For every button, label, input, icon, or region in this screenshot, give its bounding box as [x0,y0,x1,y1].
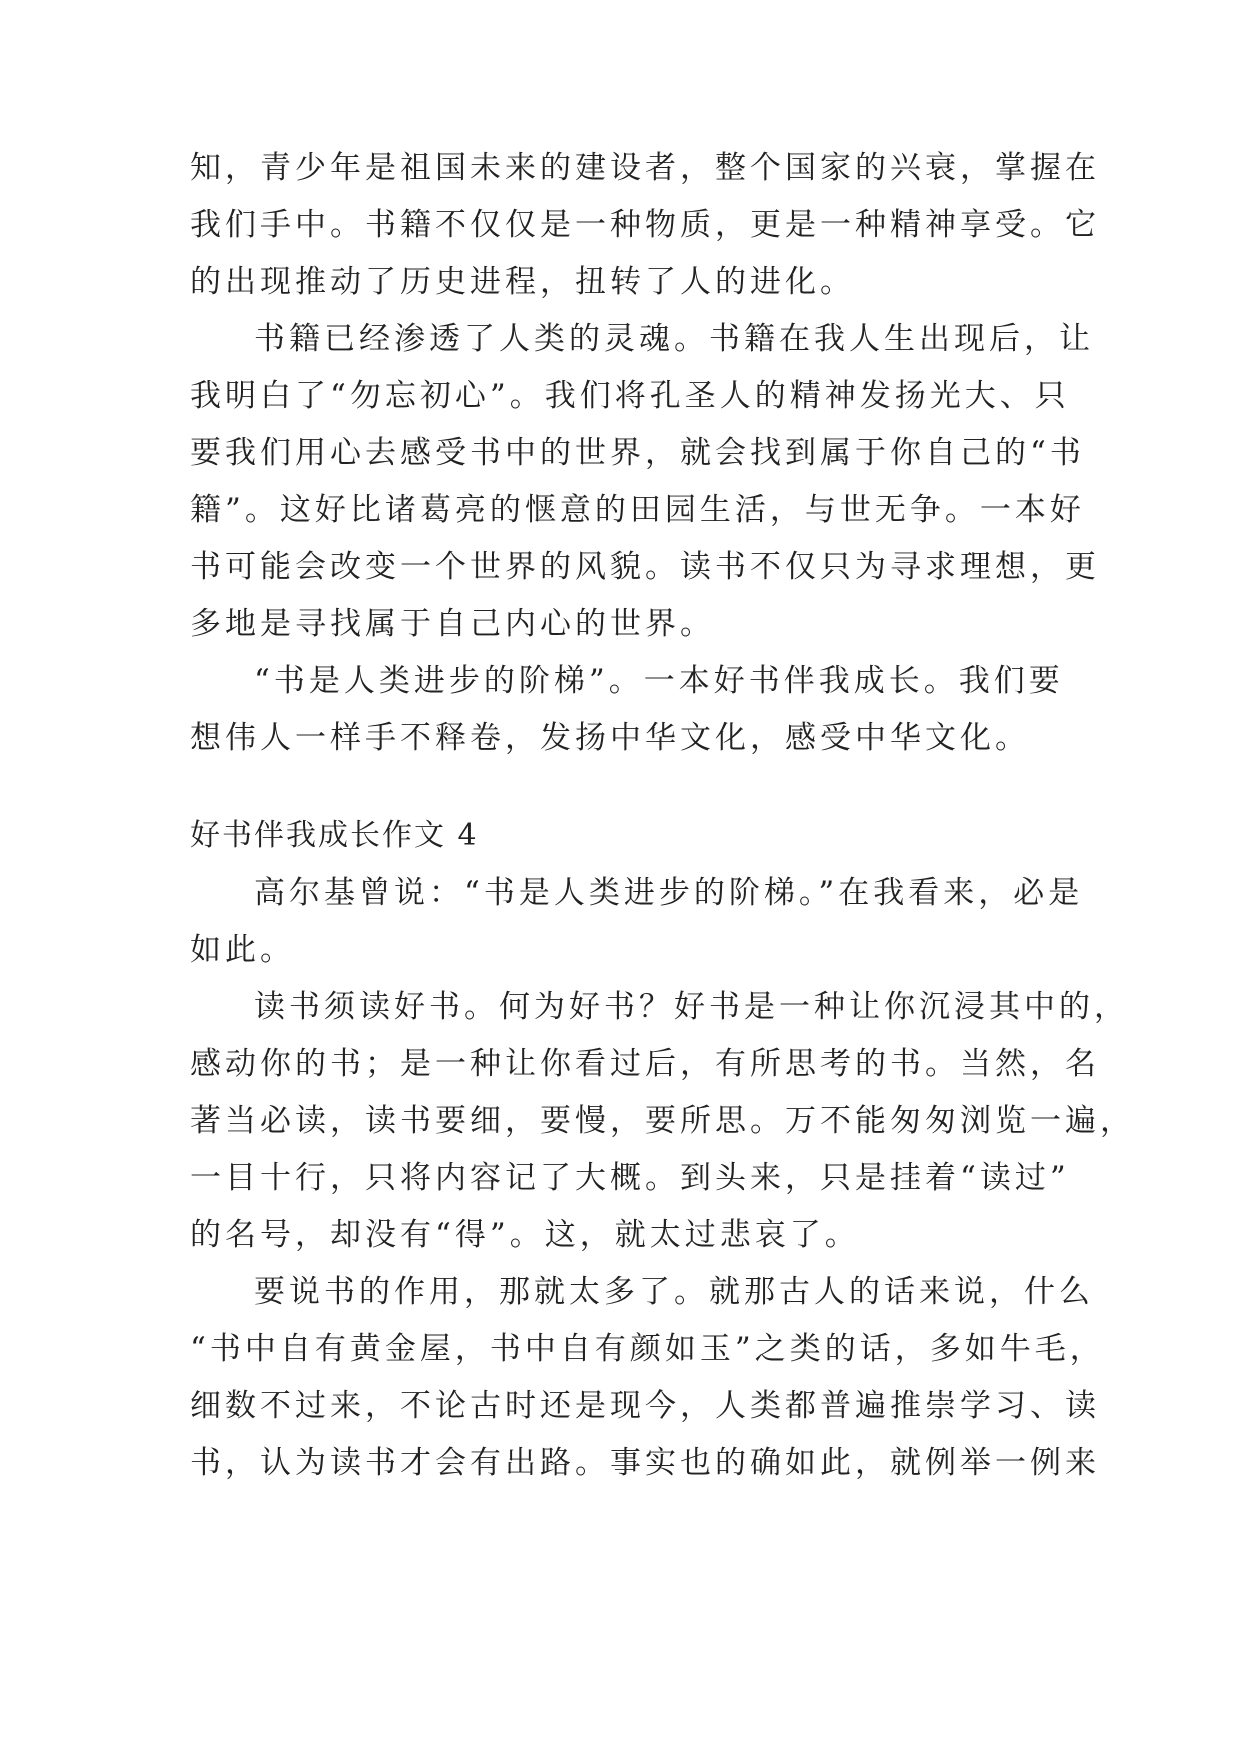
section-title: 好书伴我成长作文 4 [190,818,479,853]
text-line: 籍”。这好比诸葛亮的惬意的田园生活，与世无争。一本好 [190,492,1085,528]
text-line: 知，青少年是祖国未来的建设者，整个国家的兴衰，掌握在 [190,150,1100,186]
text-line: 的出现推动了历史进程，扭转了人的进化。 [190,264,855,300]
text-line: 书可能会改变一个世界的风貌。读书不仅只为寻求理想，更 [190,549,1100,585]
text-line: 想伟人一样手不释卷，发扬中华文化，感受中华文化。 [190,720,1030,756]
text-line: 著当必读，读书要细，要慢，要所思。万不能匆匆浏览一遍， [190,1103,1135,1139]
text-line: 要我们用心去感受书中的世界，就会找到属于你自己的“书 [190,435,1085,471]
text-line: 读书须读好书。何为好书？好书是一种让你沉浸其中的， [254,989,1129,1025]
text-line: 的名号，却没有“得”。这，就太过悲哀了。 [190,1217,860,1253]
text-line: 高尔基曾说：“书是人类进步的阶梯。”在我看来，必是 [254,875,1084,911]
text-line: 一目十行，只将内容记了大概。到头来，只是挂着“读过” [190,1160,1070,1196]
text-line: 我明白了“勿忘初心”。我们将孔圣人的精神发扬光大、只 [190,378,1070,414]
text-line: 我们手中。书籍不仅仅是一种物质，更是一种精神享受。它 [190,207,1100,243]
text-line: “书中自有黄金屋，书中自有颜如玉”之类的话，多如牛毛， [190,1331,1105,1367]
text-line: 细数不过来，不论古时还是现今，人类都普遍推崇学习、读 [190,1388,1100,1424]
text-line: 书，认为读书才会有出路。事实也的确如此，就例举一例来 [190,1445,1100,1481]
text-line: 要说书的作用，那就太多了。就那古人的话来说，什么 [254,1274,1094,1310]
text-line: “书是人类进步的阶梯”。一本好书伴我成长。我们要 [254,663,1064,699]
text-line: 书籍已经渗透了人类的灵魂。书籍在我人生出现后，让 [254,321,1094,357]
text-line: 如此。 [190,932,295,968]
text-line: 多地是寻找属于自己内心的世界。 [190,606,715,642]
text-line: 感动你的书；是一种让你看过后，有所思考的书。当然，名 [190,1046,1100,1082]
